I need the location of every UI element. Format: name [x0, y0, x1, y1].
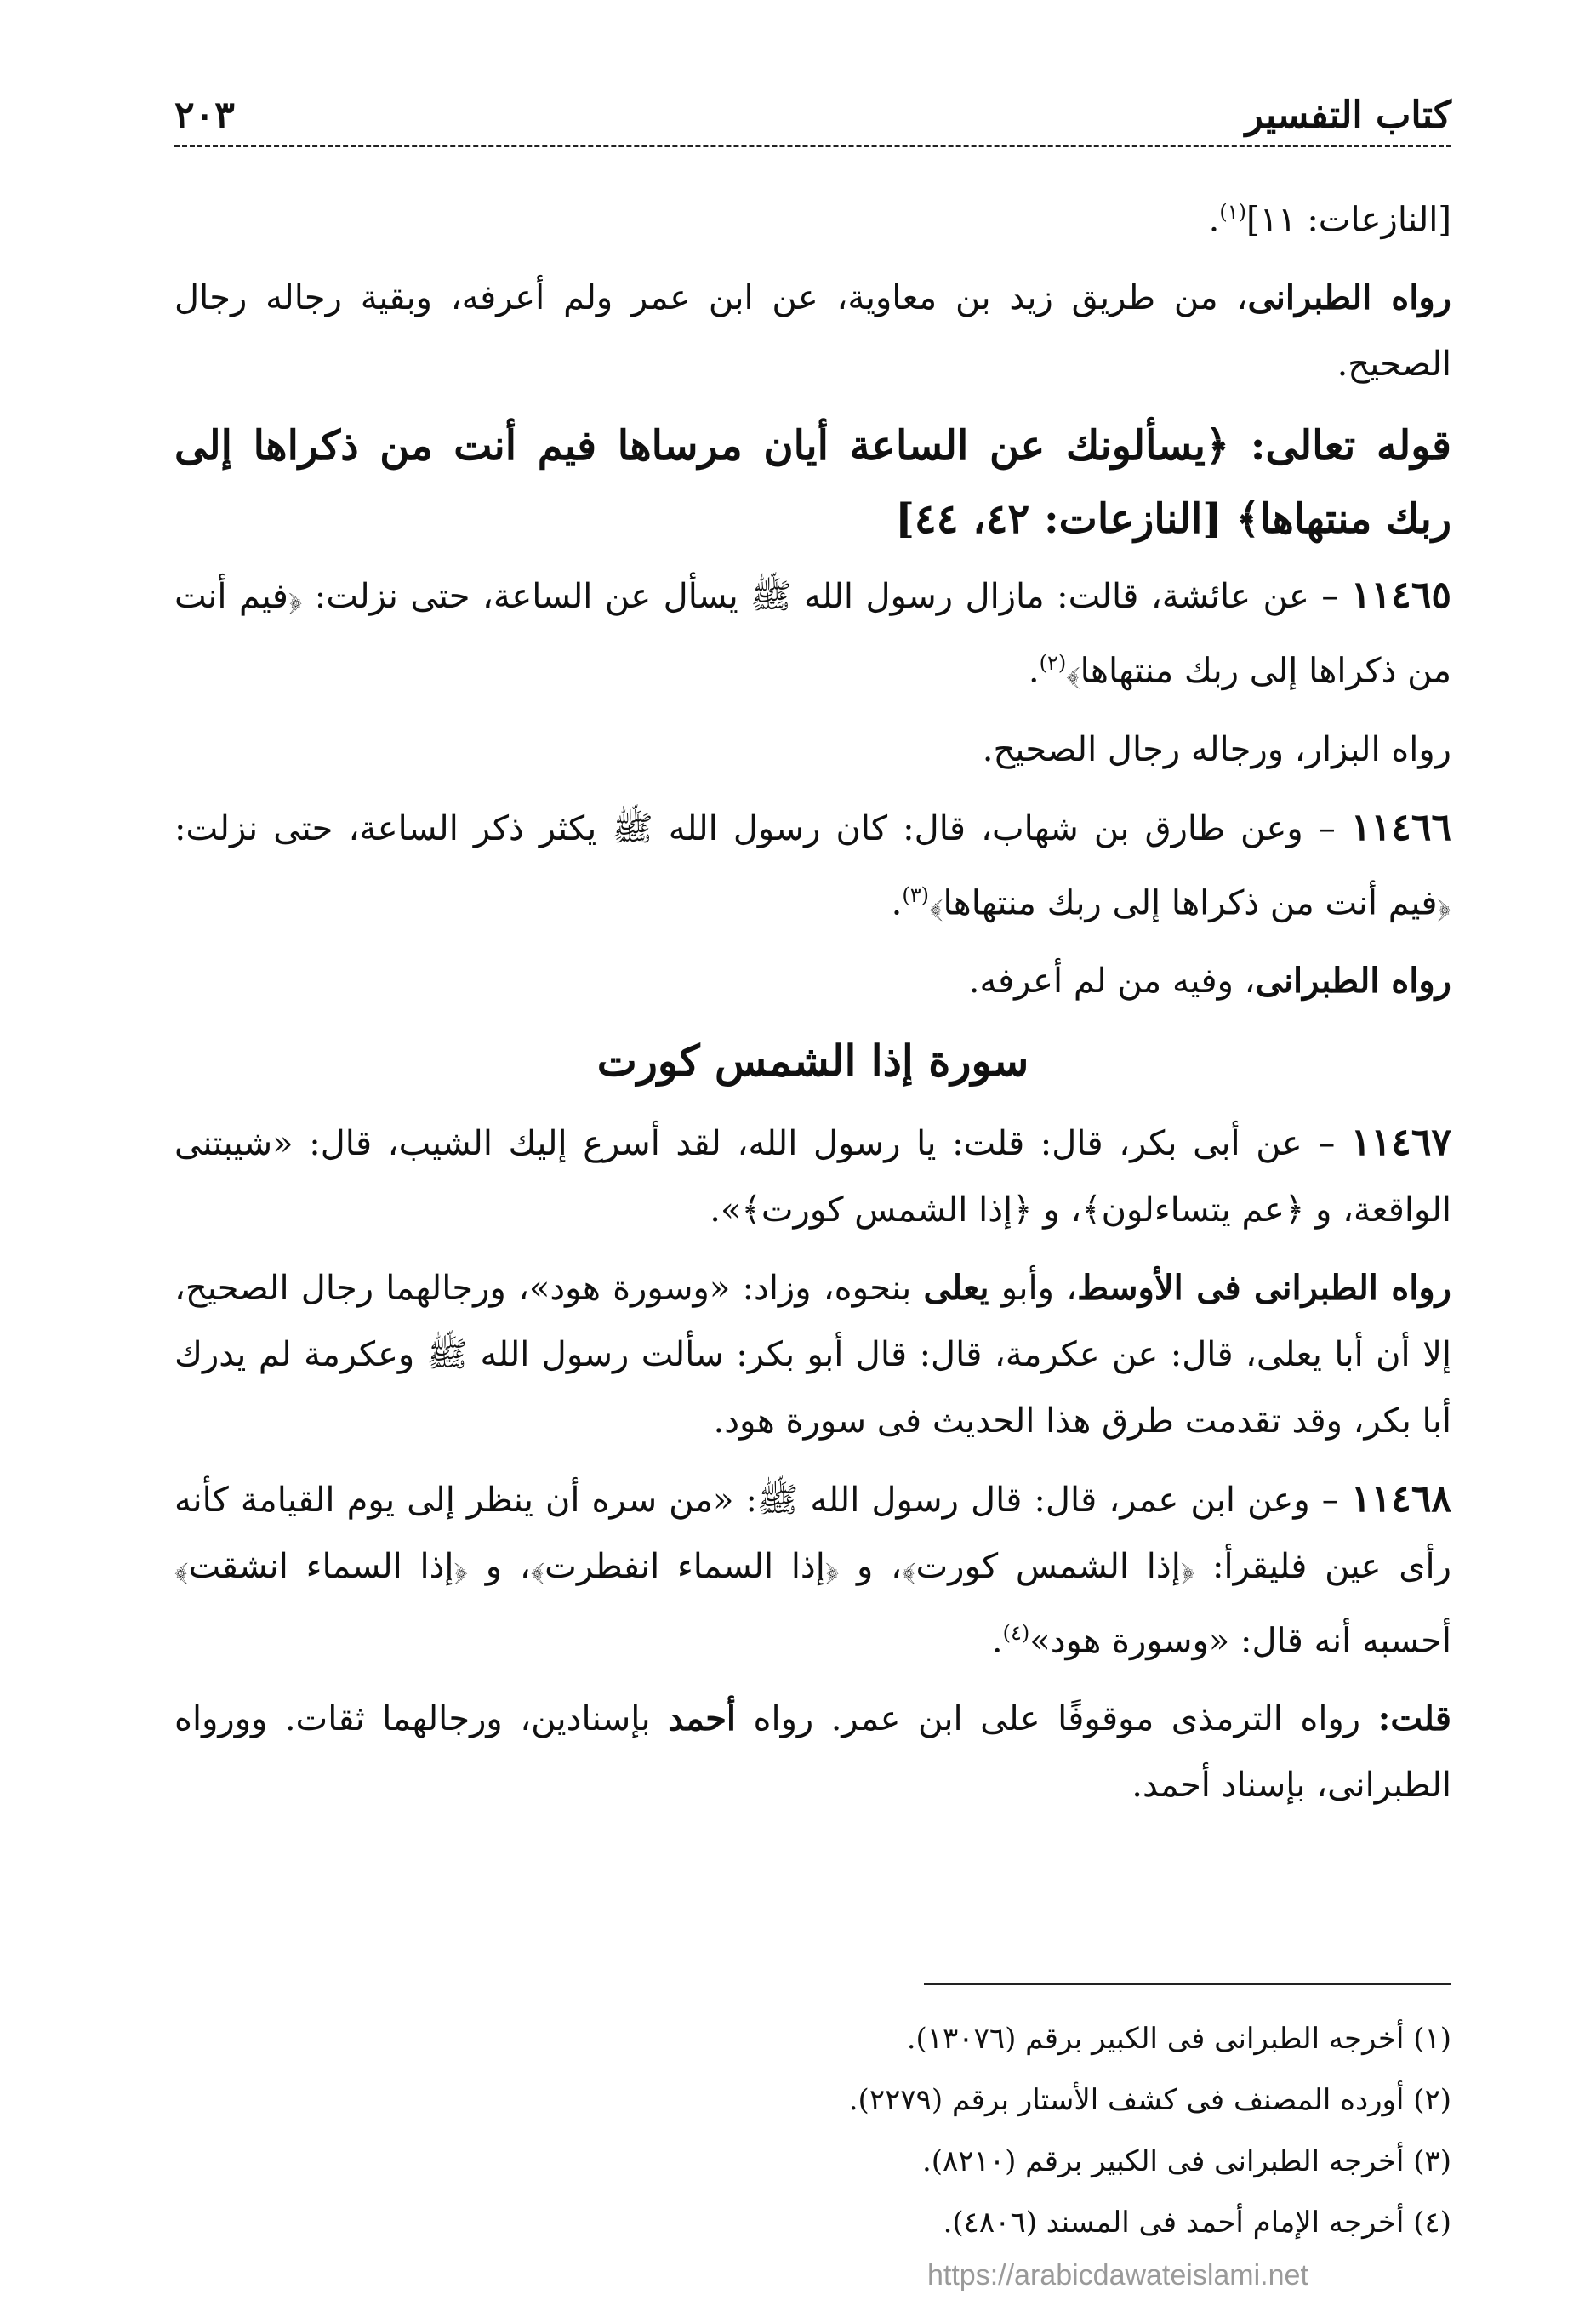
footnote-marker-4: (٤): [1002, 1620, 1030, 1645]
book-section-title: كتاب التفسير: [1230, 94, 1451, 137]
source-name: رواه الطبرانى: [1247, 277, 1451, 318]
hadith-number: ١١٤٦٧: [1350, 1120, 1451, 1164]
narration-source-paragraph: رواه الطبرانى، من طريق زيد بن معاوية، عن ابن عمر ولم أعرفه، وبقية رجاله رجال الصحيح.: [174, 277, 1451, 385]
footnotes: [174, 2008, 1451, 2253]
main-text: [174, 179, 1451, 1830]
footnote-3: (٣) أخرجه الطبرانى فى الكبير برقم (٨٢١٠).: [921, 2144, 1451, 2178]
footnote-2: (٢) أورده المصنف فى كشف الأستار برقم (٢٢٧٩).: [848, 2083, 1451, 2117]
verse-reference-continuation: [النازعات: ١١]$^{(١)}$.: [1208, 200, 1451, 240]
hadith-11466: ١١٤٦٦ – وعن طارق بن شهاب، قال: كان رسول الله ﷺ يكثر ذكر الساعة، حتى نزلت: ﴿فيم أنت من ذكراها إلى ربك منتهاها﴾$^{(٣)}$.: [174, 805, 1451, 922]
hadith-text: – عن عائشة، قالت: مازال رسول الله ﷺ يسأل عن الساعة، حتى نزلت: ﴿فيم أنت من ذكراها إلى ربك منتهاها﴾: [174, 577, 1451, 691]
comment-lead: قلت:: [1377, 1698, 1451, 1739]
hadith-11466-source: رواه الطبرانى، وفيه من لم أعرفه.: [968, 960, 1451, 1001]
hadith-11465: ١١٤٦٥ – عن عائشة، قالت: مازال رسول الله ﷺ يسأل عن الساعة، حتى نزلت: ﴿فيم أنت من ذكراها إلى ربك منتهاها﴾$^{(٢)}$.: [174, 574, 1451, 691]
source-name: يعلى: [923, 1267, 989, 1308]
hadith-text: – عن أبى بكر، قال: قلت: يا رسول الله، لقد أسرع إليك الشيب، قال: «شيبتنى الواقعة، و ﴿عم يتساءلون﴾، و ﴿إذا الشمس كورت﴾».: [174, 1123, 1451, 1230]
hadith-number: ١١٤٦٥: [1350, 574, 1451, 618]
footnote-marker-2: (٢): [1039, 651, 1067, 676]
source-name: رواه الطبرانى فى الأوسط: [1077, 1267, 1451, 1308]
running-header: [174, 85, 1451, 147]
footnote-marker-3: (٣): [902, 882, 930, 907]
footnote-1: (١) أخرجه الطبرانى فى الكبير برقم (١٣٠٧٦).: [906, 2022, 1451, 2056]
footnote-divider: [924, 1983, 1451, 1985]
hadith-text: – وعن ابن عمر، قال: قال رسول الله ﷺ: «من سره أن ينظر إلى يوم القيامة كأنه رأى عين فليقرأ: ﴿إذا الشمس كورت﴾، و ﴿إذا السماء انفطرت﴾، و ﴿إذا السماء انشقت﴾ أحسبه أنه قال: «وسورة هود»: [174, 1480, 1451, 1661]
surah-title: سورة إذا الشمس كورت: [596, 1035, 1029, 1086]
page-number: ٢٠٣: [174, 94, 250, 137]
hadith-text: – وعن طارق بن شهاب، قال: كان رسول الله ﷺ يكثر ذكر الساعة، حتى نزلت: ﴿فيم أنت من ذكراها إلى ربك منتهاها﴾: [174, 808, 1451, 922]
hadith-number: ١١٤٦٨: [1350, 1476, 1451, 1521]
hadith-number: ١١٤٦٦: [1350, 805, 1451, 849]
verse-heading-lead: قوله تعالى:: [1250, 422, 1451, 471]
hadith-11468: ١١٤٦٨ – وعن ابن عمر، قال: قال رسول الله ﷺ: «من سره أن ينظر إلى يوم القيامة كأنه رأى عين فليقرأ: ﴿إذا الشمس كورت﴾، و ﴿إذا السماء انفطرت﴾، و ﴿إذا السماء انشقت﴾ أحسبه أنه قال: «وسورة هود»$^{(٤)}$.: [174, 1476, 1451, 1661]
watermark-url: https://arabicdawateislami.net: [927, 2259, 1308, 2292]
verse-heading-text: ﴿يسألونك عن الساعة أيان مرساها فيم أنت من ذكراها إلى ربك منتهاها﴾ [النازعات: ٤٢، ٤٤]: [174, 422, 1451, 544]
footnote-marker-1: (١): [1219, 200, 1247, 224]
source-name: أحمد: [668, 1698, 737, 1739]
hadith-11467: [174, 1110, 1451, 1243]
verse-heading: [174, 409, 1451, 556]
author-comment: قلت: رواه الترمذى موقوفًا على ابن عمر. رواه أحمد بإسنادين، ورجالهما ثقات. وورواه الطبرانى، بإسناد أحمد.: [174, 1698, 1451, 1806]
source-name: رواه الطبرانى: [1255, 960, 1451, 1001]
footnote-4: (٤) أخرجه الإمام أحمد فى المسند (٤٨٠٦).: [943, 2206, 1451, 2240]
hadith-11467-source: رواه الطبرانى فى الأوسط، وأبو يعلى بنحوه، وزاد: «وسورة هود»، ورجالهما رجال الصحيح، إلا أن أبا يعلى، قال: عن عكرمة، قال: قال أبو بكر: سألت رسول الله ﷺ وعكرمة لم يدرك أبا بكر، وقد تقدمت طرق هذا الحديث فى سورة هود.: [174, 1267, 1451, 1441]
hadith-11465-source: رواه البزار، ورجاله رجال الصحيح.: [982, 729, 1451, 769]
